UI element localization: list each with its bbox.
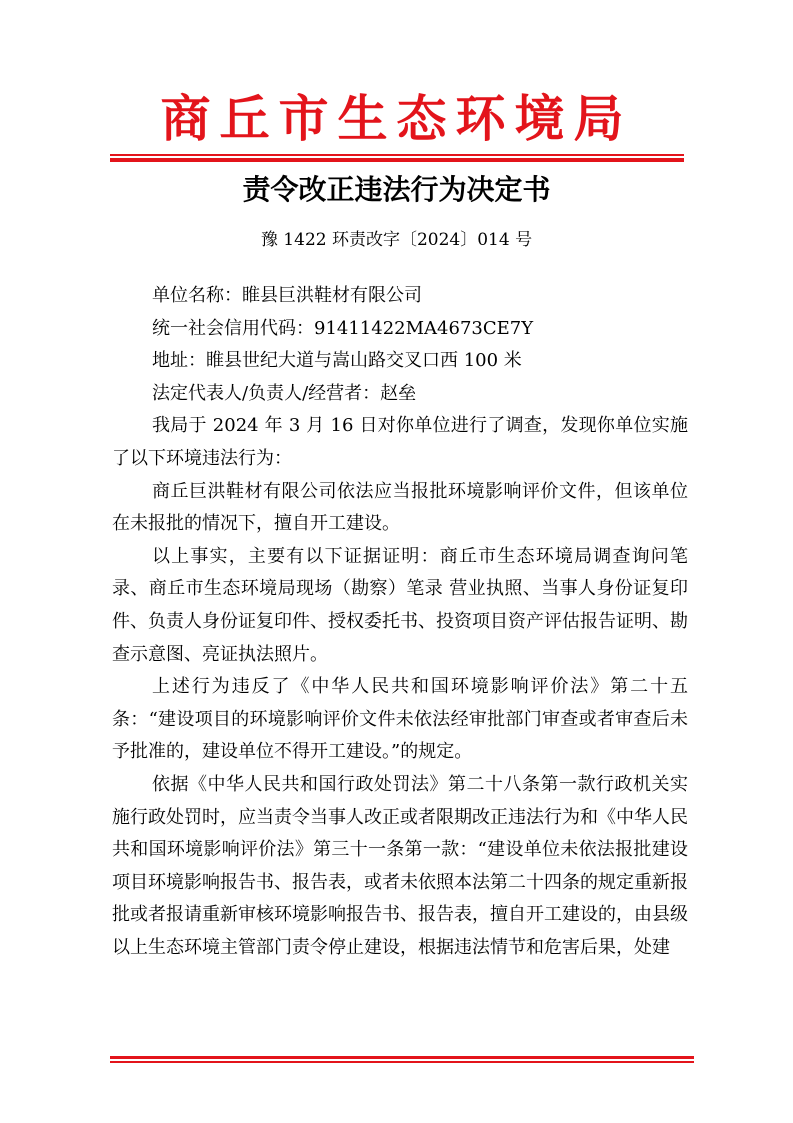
agency-header: 商丘市生态环境局 bbox=[160, 89, 633, 148]
field-value: 睢县世纪大道与嵩山路交叉口西 100 米 bbox=[206, 350, 522, 372]
field-value: 睢县巨洪鞋材有限公司 bbox=[242, 285, 422, 306]
paragraph-evidence: 以上事实，主要有以下证据证明：商丘市生态环境局调查询问笔录、商丘市生态环境局现场（勘察）笔录 营业执照、当事人身份证复印件、负责人身份证复印件、授权委托书、投资项目资产评估报告证明、勘查示意图、亮证执法照片。 bbox=[112, 545, 688, 665]
footer-divider-thick bbox=[110, 1056, 694, 1059]
field-unit-name bbox=[112, 280, 688, 313]
field-address bbox=[112, 345, 688, 378]
paragraph-investigation: 我局于 2024 年 3 月 16 日对你单位进行了调查，发现你单位实施了以下环境违法行为： bbox=[112, 415, 688, 469]
footer-divider-thin bbox=[110, 1061, 694, 1063]
field-value: 91411422MA4673CE7Y bbox=[314, 317, 534, 339]
field-label: 法定代表人/负责人/经营者： bbox=[152, 382, 381, 404]
header-divider-thin bbox=[110, 154, 684, 156]
paragraph-violation: 商丘巨洪鞋材有限公司依法应当报批环境影响评价文件，但该单位在未报批的情况下，擅自开工建设。 bbox=[112, 480, 688, 535]
header-divider-thick bbox=[110, 158, 684, 162]
paragraph-legal-violation: 上述行为违反了《中华人民共和国环境影响评价法》第二十五条：“建设项目的环境影响评价文件未依法经审批部门审查或者审查后未予批准的，建设单位不得开工建设。”的规定。 bbox=[112, 676, 688, 763]
field-label: 地址： bbox=[152, 350, 206, 372]
field-label: 统一社会信用代码： bbox=[152, 317, 314, 339]
document-number: 豫 1422 环责改字〔2024〕014 号 bbox=[260, 230, 533, 250]
document-title: 责令改正违法行为决定书 bbox=[242, 173, 551, 206]
field-legal-representative bbox=[112, 378, 688, 411]
document-body bbox=[112, 280, 688, 964]
field-label: 单位名称： bbox=[152, 285, 242, 306]
field-credit-code bbox=[112, 313, 688, 346]
paragraph-legal-basis: 依据《中华人民共和国行政处罚法》第二十八条第一款行政机关实施行政处罚时，应当责令当事人改正或者限期改正违法行为和《中华人民共和国环境影响评价法》第三十一条第一款：“建设单位未依法报批建设项目环境影响报告书、报告表，或者未依照本法第二十四条的规定重新报批或者报请重新审核环境影响报告书、报告表，擅自开工建设的，由县级以上生态环境主管部门责令停止建设，根据违法情节和危害后果，处建 bbox=[112, 773, 688, 958]
field-value: 赵垒 bbox=[380, 382, 417, 404]
